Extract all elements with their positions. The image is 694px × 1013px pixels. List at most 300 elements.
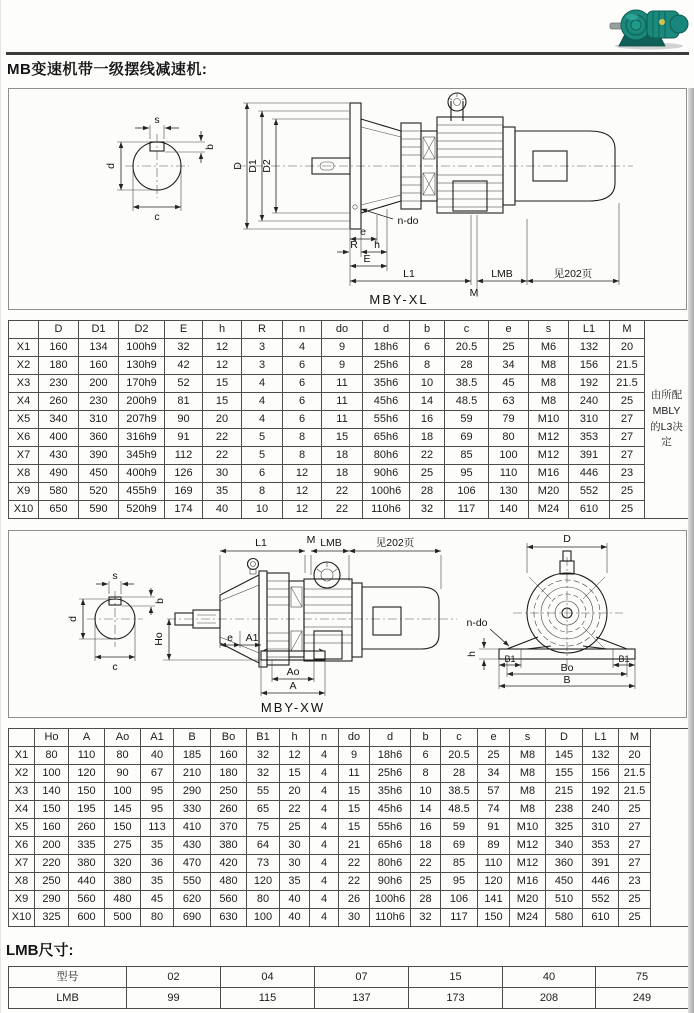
data-cell: 160 [35,819,69,837]
data-cell: 80 [105,747,141,765]
dim-label-D2: D2 [261,159,273,173]
data-cell: 25 [619,891,651,909]
column-header: Bo [211,729,247,747]
drawing-caption-mby-xl: MBY-XL [369,292,429,307]
data-cell: 90 [105,765,141,783]
data-cell: M6 [529,339,569,357]
data-cell: 650 [39,501,79,519]
data-cell: 620 [174,891,211,909]
data-cell: 200h9 [119,393,165,411]
row-header: X10 [9,501,39,519]
data-cell: M8 [510,765,546,783]
row-header: X2 [9,765,35,783]
dim-label-s: s [154,114,160,126]
note-line: 由所配 [650,389,683,401]
main-section-view [232,93,633,299]
data-cell: M8 [510,801,546,819]
dim-label-E: E [363,253,371,265]
data-cell: 137 [315,988,409,1009]
data-cell: 310 [583,819,619,837]
row-header: X5 [9,411,39,429]
drawing-caption-mby-xw: MBY-XW [260,700,326,715]
data-cell: 28 [441,765,478,783]
data-cell: 80 [489,429,529,447]
table-row [9,393,689,411]
data-cell: 91 [165,429,203,447]
data-cell: 34 [478,765,510,783]
data-cell: 21.5 [610,357,645,375]
column-header: c [445,321,489,339]
data-cell: 55 [247,783,280,801]
data-cell: 141 [478,891,510,909]
table-row [9,447,689,465]
data-cell: 75 [596,967,689,988]
data-cell: 28 [445,357,489,375]
data-cell: 18h6 [363,339,410,357]
data-cell: 18 [322,447,363,465]
data-cell: 45h6 [370,801,411,819]
data-cell: 353 [583,837,619,855]
data-cell: 80 [35,747,69,765]
table-row [9,357,689,375]
data-cell: 26 [339,891,370,909]
data-cell: 65h6 [370,837,411,855]
data-cell: 04 [221,967,315,988]
data-cell: 4 [310,837,339,855]
data-cell: 340 [39,411,79,429]
column-header: do [339,729,370,747]
data-cell: 192 [569,375,610,393]
data-cell: 14 [410,393,445,411]
table-row [9,483,689,501]
column-header: h [203,321,242,339]
data-cell: 3 [242,357,283,375]
data-cell: 446 [583,873,619,891]
data-cell: 89 [478,837,510,855]
column-header: A1 [141,729,174,747]
data-cell: 480 [211,873,247,891]
data-cell: M16 [529,465,569,483]
data-cell: 80 [141,909,174,927]
data-cell: 345h9 [119,447,165,465]
data-cell: 21.5 [610,375,645,393]
table-row [9,747,689,765]
data-cell: 27 [610,411,645,429]
data-cell: 4 [310,873,339,891]
data-cell: 110h6 [363,501,410,519]
data-cell: 455h9 [119,483,165,501]
column-header: e [489,321,529,339]
data-cell: 316h9 [119,429,165,447]
dim-label-Ao: Ao [286,666,300,678]
data-cell: 45h6 [363,393,410,411]
data-cell: 48.5 [445,393,489,411]
data-cell: 210 [174,765,211,783]
data-cell: 134 [79,339,119,357]
data-cell: 325 [546,819,583,837]
table-row [9,339,689,357]
data-cell: 391 [569,447,610,465]
table-row [9,783,689,801]
data-cell: 173 [409,988,503,1009]
dim-label-M: M [469,287,479,299]
column-header: D2 [119,321,165,339]
data-cell: M24 [529,501,569,519]
data-cell: 40 [280,909,310,927]
data-cell: 8 [410,357,445,375]
diagram-box-mby-xw [8,530,687,718]
data-cell: 110 [69,747,105,765]
dim-label-h: h [466,651,478,657]
data-cell: M10 [510,819,546,837]
data-cell: 18 [411,837,441,855]
data-cell: 25 [410,465,445,483]
data-cell: 340 [546,837,583,855]
data-cell: 85 [445,447,489,465]
data-cell: 32 [247,747,280,765]
dim-label-L1: L1 [255,537,267,549]
data-cell: 15 [322,429,363,447]
data-cell: 8 [411,765,441,783]
data-cell: 59 [441,819,478,837]
data-cell: 160 [39,339,79,357]
data-cell: 15 [409,967,503,988]
data-cell: 200 [35,837,69,855]
data-cell: 590 [79,501,119,519]
data-cell: 110 [478,855,510,873]
data-cell: 100 [35,765,69,783]
data-cell: 360 [546,855,583,873]
dim-label-c: c [154,211,160,223]
data-cell: 22 [280,801,310,819]
table-row [9,967,689,988]
data-cell: 12 [203,339,242,357]
row-header: X8 [9,465,39,483]
column-header: d [363,321,410,339]
data-cell: 550 [174,873,211,891]
data-cell: 80 [247,891,280,909]
reducer-hub [631,20,641,30]
column-header: h [280,729,310,747]
data-cell: M20 [529,483,569,501]
data-cell: M12 [529,447,569,465]
dim-label-d: d [105,163,117,169]
data-cell: 25 [610,483,645,501]
data-cell: 20 [610,339,645,357]
data-cell: 81 [165,393,203,411]
data-cell: 8 [283,447,322,465]
data-cell: 117 [441,909,478,927]
data-cell: 25 [619,909,651,927]
data-cell: 8 [283,429,322,447]
data-cell: 65h6 [363,429,410,447]
data-cell: 21.5 [619,783,651,801]
data-cell: 69 [445,429,489,447]
data-cell: 325 [35,909,69,927]
data-cell: 35 [280,873,310,891]
row-header: X8 [9,873,35,891]
data-cell: 490 [39,465,79,483]
data-cell: 25 [478,747,510,765]
table-row [9,855,689,873]
data-cell: M8 [529,357,569,375]
data-cell: 391 [583,855,619,873]
data-cell: 4 [310,855,339,873]
data-cell: 25h6 [370,765,411,783]
data-cell: 52 [165,375,203,393]
data-cell: 4 [310,891,339,909]
data-cell: 40 [203,501,242,519]
dim-label-D1: D1 [247,159,259,173]
data-cell: 238 [546,801,583,819]
data-cell: 130h9 [119,357,165,375]
table-row [9,988,689,1009]
note-line: MBLY [652,404,681,417]
dimension-table-mby-xw [8,728,689,927]
data-cell: M8 [529,393,569,411]
column-header: Ho [35,729,69,747]
data-cell: 18 [322,465,363,483]
data-cell: 400 [39,429,79,447]
column-header: L1 [583,729,619,747]
dim-label-B1-left: B1 [504,654,516,664]
data-cell: 106 [441,891,478,909]
data-cell: 450 [546,873,583,891]
data-cell: 260 [69,819,105,837]
dim-label-B1-right: B1 [618,654,630,664]
data-cell: 600 [69,909,105,927]
data-cell: 115 [221,988,315,1009]
data-cell: 23 [619,873,651,891]
row-header: X3 [9,783,35,801]
data-cell: 310 [79,411,119,429]
data-cell: 140 [489,501,529,519]
column-header: D [546,729,583,747]
data-cell: 4 [283,339,322,357]
data-cell: 11 [339,765,370,783]
column-header: B1 [247,729,280,747]
data-cell: 690 [174,909,211,927]
data-cell: 330 [174,801,211,819]
note-cell [645,321,689,519]
data-cell: 480 [105,891,141,909]
data-cell: 11 [322,411,363,429]
dim-label-L1: L1 [403,268,415,280]
data-cell: 25 [610,393,645,411]
row-header: X7 [9,855,35,873]
data-cell: 55h6 [370,819,411,837]
data-cell: 4 [242,411,283,429]
dim-label-LMB: LMB [320,537,342,549]
data-cell: 370 [211,819,247,837]
data-cell: 40 [141,747,174,765]
data-cell: 27 [619,819,651,837]
data-cell: 15 [339,819,370,837]
data-cell: 185 [174,747,211,765]
dim-label-Ho: Ho [153,632,165,646]
data-cell: 290 [174,783,211,801]
data-cell: 380 [105,873,141,891]
data-cell: 160 [79,357,119,375]
data-cell: 27 [610,447,645,465]
data-cell: 180 [39,357,79,375]
data-cell: 25 [619,801,651,819]
column-header: n [310,729,339,747]
dim-label-s: s [112,570,118,582]
data-cell: 11 [322,375,363,393]
data-cell: 195 [69,801,105,819]
data-cell: 155 [546,765,583,783]
data-cell: 32 [410,501,445,519]
data-cell: 610 [583,909,619,927]
row-header: X5 [9,819,35,837]
data-cell: 552 [569,483,610,501]
shaft-end-view [67,570,166,673]
data-cell: 230 [79,393,119,411]
data-cell: 150 [35,801,69,819]
table-row [9,765,689,783]
data-cell: 6 [411,747,441,765]
data-cell: 510 [546,891,583,909]
lmb-size-table [8,966,689,1009]
column-header: b [410,321,445,339]
data-cell: 150 [478,909,510,927]
data-cell: 110h6 [370,909,411,927]
header-row [9,729,689,747]
data-cell: 420 [211,855,247,873]
data-cell: 610 [569,501,610,519]
data-cell: 25h6 [363,357,410,375]
data-cell: 132 [569,339,610,357]
data-cell: 6 [283,375,322,393]
column-header: do [322,321,363,339]
dim-label-h: h [374,239,380,251]
data-cell: 145 [546,747,583,765]
data-cell: 400h9 [119,465,165,483]
data-cell: 110 [489,465,529,483]
data-cell: 35h6 [370,783,411,801]
data-cell: 45 [489,375,529,393]
data-cell: 117 [445,501,489,519]
data-cell: 249 [596,988,689,1009]
dim-label-d: d [67,616,79,622]
data-cell: 22 [411,855,441,873]
data-cell: 07 [315,967,409,988]
table-row [9,819,689,837]
column-header: R [242,321,283,339]
data-cell: 360 [79,429,119,447]
data-cell: 145 [105,801,141,819]
data-cell: M8 [510,783,546,801]
data-cell: 450 [79,465,119,483]
data-cell: M20 [510,891,546,909]
data-cell: M12 [529,429,569,447]
page-edge-shadow [688,88,694,1013]
data-cell: 4 [310,909,339,927]
data-cell: 38.5 [441,783,478,801]
data-cell: 4 [310,819,339,837]
divider [6,52,689,55]
data-cell: 520 [79,483,119,501]
data-cell: 16 [411,819,441,837]
data-cell: 6 [283,393,322,411]
data-cell: 22 [203,447,242,465]
data-cell: M16 [510,873,546,891]
front-view [466,533,635,689]
data-cell: 580 [546,909,583,927]
data-cell: 59 [445,411,489,429]
data-cell: 40 [280,891,310,909]
data-cell: 20 [619,747,651,765]
data-cell: 112 [165,447,203,465]
data-cell: 15 [339,801,370,819]
data-cell: 3 [242,339,283,357]
data-cell: 48.5 [441,801,478,819]
column-header: s [529,321,569,339]
data-cell: 6 [283,357,322,375]
diagram-box-mby-xl [8,88,687,310]
data-cell: 63 [489,393,529,411]
table-row [9,411,689,429]
data-cell: M8 [529,375,569,393]
data-cell: 38.5 [445,375,489,393]
data-cell: 470 [174,855,211,873]
column-header: n [283,321,322,339]
data-cell: 4 [310,783,339,801]
data-cell: M10 [529,411,569,429]
data-cell: 67 [141,765,174,783]
motor-endcap [670,15,688,33]
table-row [9,801,689,819]
data-cell: 275 [105,837,141,855]
data-cell: 9 [322,357,363,375]
table-row [9,837,689,855]
data-cell: 120 [69,765,105,783]
data-cell: 100 [105,783,141,801]
data-cell: 32 [247,765,280,783]
data-cell: 260 [39,393,79,411]
data-cell: 22 [322,483,363,501]
page-title: MB变速机带一级摆线减速机: [7,61,208,78]
data-cell: 410 [174,819,211,837]
data-cell: 520h9 [119,501,165,519]
data-cell: 208 [503,988,596,1009]
data-cell: 100 [489,447,529,465]
data-cell: 220 [35,855,69,873]
data-cell: 180 [211,765,247,783]
data-cell: 250 [35,873,69,891]
data-cell: 132 [583,747,619,765]
data-cell: 35 [203,483,242,501]
data-cell: 35h6 [363,375,410,393]
data-cell: 200 [79,375,119,393]
dimension-table-mby-xl [8,320,689,519]
data-cell: 22 [339,873,370,891]
data-cell: 430 [39,447,79,465]
dim-label-c: c [112,661,118,673]
data-cell: 79 [489,411,529,429]
data-cell: 28 [411,891,441,909]
row-header: LMB [9,988,127,1009]
data-cell: 27 [619,855,651,873]
technical-drawing-mby-xl [9,89,686,309]
dim-label-D: D [563,533,571,545]
data-cell: 90 [165,411,203,429]
dim-label-A1: A1 [245,632,259,644]
data-cell: 6 [242,465,283,483]
data-cell: 25 [489,339,529,357]
data-cell: 36 [141,855,174,873]
